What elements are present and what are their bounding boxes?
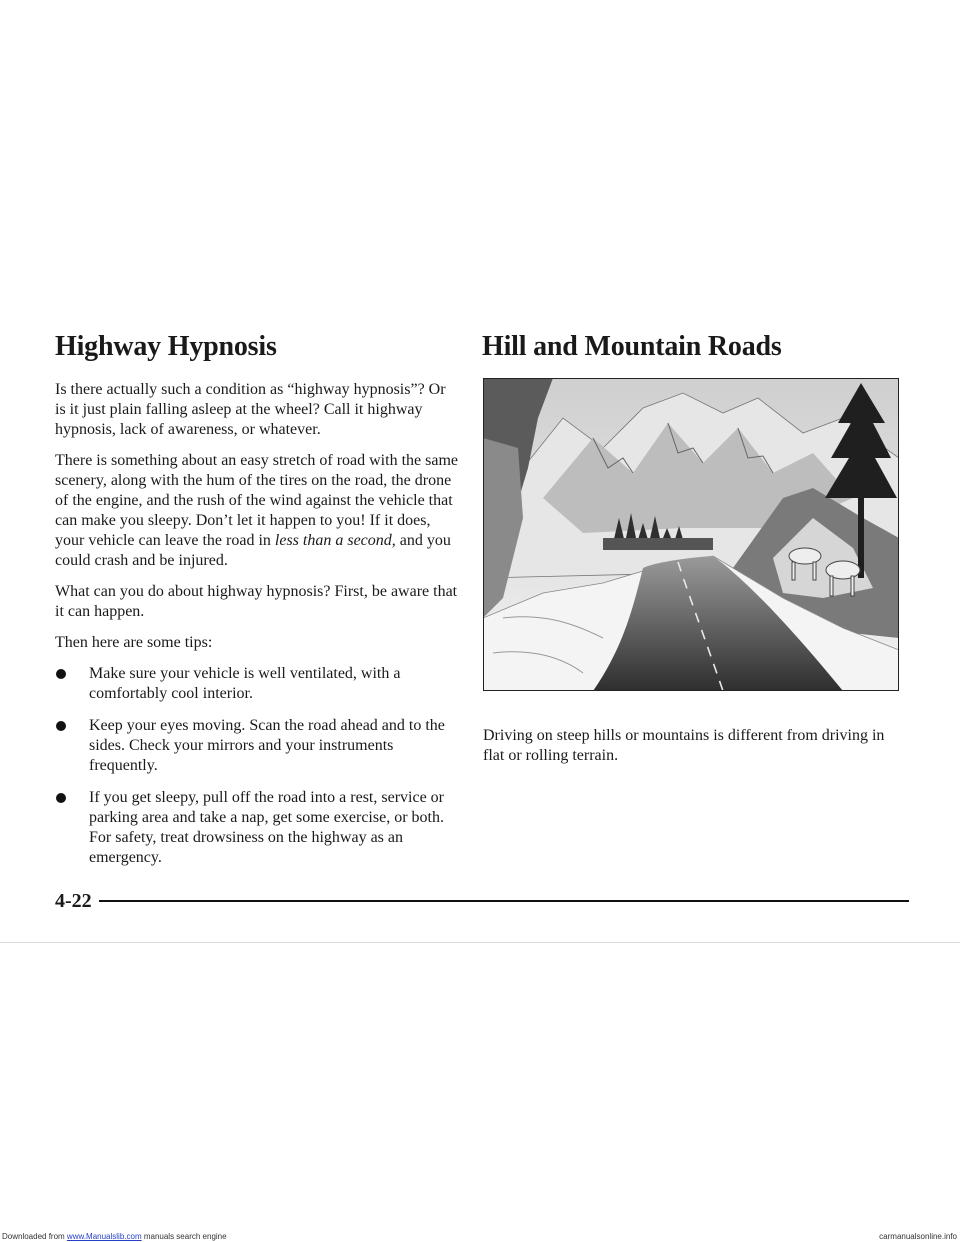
mountain-road-illustration bbox=[483, 378, 899, 691]
paragraph-what-can-you-do: What can you do about highway hypnosis? First, be aware that it can happen. bbox=[55, 583, 458, 620]
banner-suffix: manuals search engine bbox=[141, 1232, 227, 1241]
paragraph-tips-intro: Then here are some tips: bbox=[55, 634, 213, 651]
bullet-icon bbox=[56, 669, 66, 679]
banner-prefix: Downloaded from bbox=[2, 1232, 67, 1241]
tip-item bbox=[55, 788, 460, 868]
page-number: 4-22 bbox=[55, 890, 92, 912]
tip-text: Keep your eyes moving. Scan the road ahead and to the sides. Check your mirrors and your instruments frequently. bbox=[89, 717, 445, 774]
paragraph-scenery-text: There is something about an easy stretch of road with the same scenery, along with the hum of the tires on the road, the drone of the engine, and the rush of the wind against the vehicle that can make you sleepy. Don’t let it happen to you! If it does, your vehicle can leave the road in bbox=[55, 452, 458, 549]
footer-rule bbox=[99, 900, 909, 902]
tip-item bbox=[55, 716, 460, 776]
section-title-hill-and-mountain-roads: Hill and Mountain Roads bbox=[482, 331, 782, 362]
manualslib-link[interactable]: www.Manualslib.com bbox=[66, 1232, 142, 1241]
tip-text: Make sure your vehicle is well ventilated, with a comfortably cool interior. bbox=[89, 665, 401, 702]
paragraph-scenery-emphasis: less than a second, bbox=[274, 532, 396, 549]
mountain-road-drawing bbox=[483, 378, 899, 691]
left-column bbox=[55, 328, 460, 880]
paragraph-hill-driving: Driving on steep hills or mountains is different from driving in flat or rolling terrain. bbox=[483, 727, 885, 764]
right-column bbox=[483, 328, 908, 777]
bullet-icon bbox=[56, 793, 66, 803]
bullet-icon bbox=[56, 721, 66, 731]
banner-left bbox=[2, 1232, 227, 1242]
watermark: carmanualsonline.info bbox=[879, 1232, 957, 1241]
scan-line bbox=[0, 942, 960, 943]
tips-list bbox=[55, 664, 460, 868]
tip-item bbox=[55, 664, 460, 704]
paragraph-scenery-end: and you could crash and be injured. bbox=[55, 532, 451, 569]
download-banner bbox=[0, 1232, 960, 1242]
paragraph-intro: Is there actually such a condition as “highway hypnosis”? Or is it just plain falling asleep at the wheel? Call it highway hypnosis, lack of awareness, or whatever. bbox=[55, 381, 446, 438]
section-title-highway-hypnosis: Highway Hypnosis bbox=[55, 331, 277, 362]
tip-text: If you get sleepy, pull off the road into a rest, service or parking area and take a nap, get some exercise, or both. For safety, treat drowsiness on the highway as an emergency. bbox=[89, 789, 444, 866]
paragraph-scenery bbox=[55, 451, 460, 571]
